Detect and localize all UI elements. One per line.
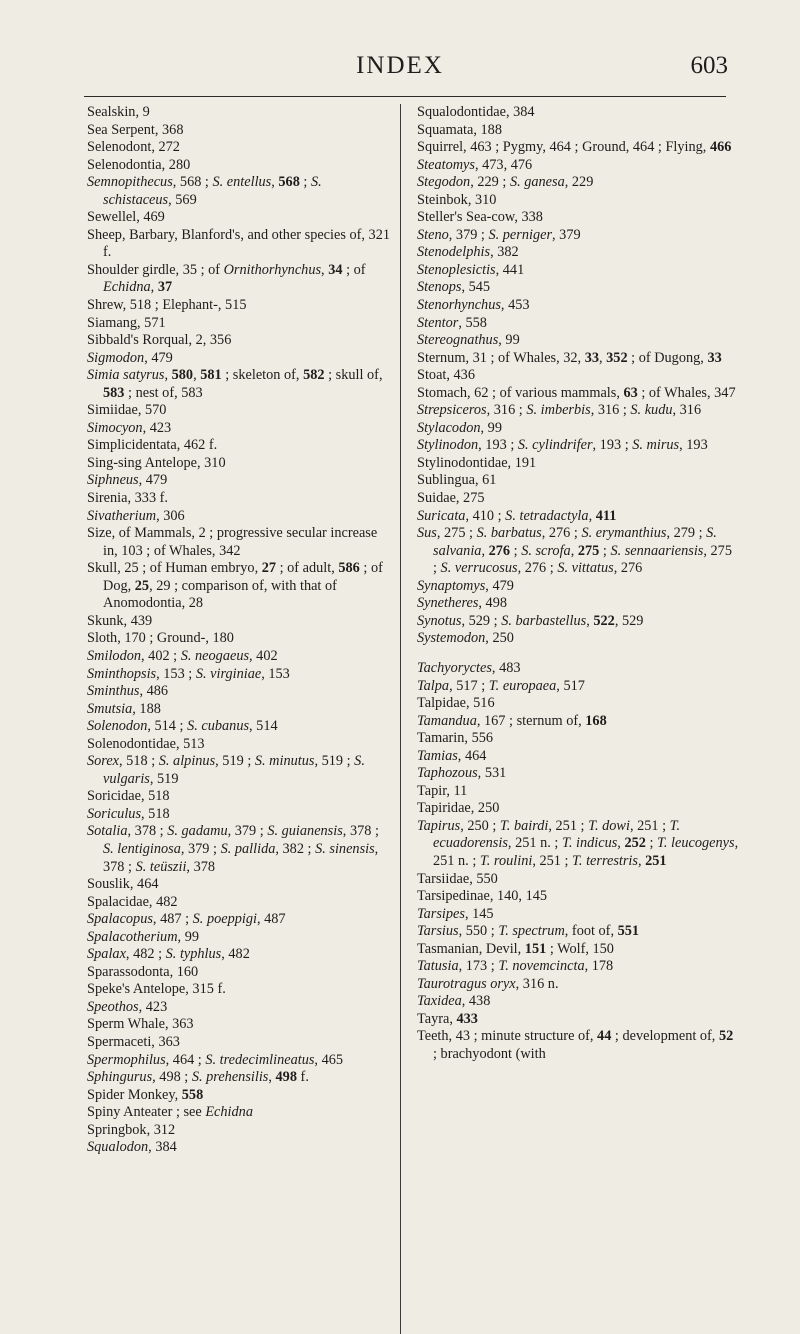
index-entry: Siphneus, 479: [87, 472, 168, 489]
index-entry: Taphozous, 531: [417, 765, 507, 782]
index-entry: Squalodon, 384: [87, 1139, 177, 1156]
index-entry: Sea Serpent, 368: [87, 121, 184, 138]
index-entry: Tamandua, 167 ; sternum of, 168: [417, 712, 607, 729]
index-entry: Simia satyrus, 580, 581 ; skeleton of, 582 ; skull of, 583 ; nest of, 583: [87, 367, 383, 401]
index-entry: Solenodon, 514 ; S. cubanus, 514: [87, 718, 278, 735]
index-entry: Sternum, 31 ; of Whales, 32, 33, 352 ; of Dugong, 33: [417, 349, 722, 366]
index-entry: Sphingurus, 498 ; S. prehensilis, 498 f.: [87, 1069, 309, 1086]
index-entry: Sealskin, 9: [87, 104, 150, 120]
index-entry: Stenops, 545: [417, 279, 491, 296]
index-entry: Synetheres, 498: [417, 595, 507, 612]
index-entry: Tachyoryctes, 483: [417, 659, 521, 676]
index-entry: Taxidea, 438: [417, 993, 491, 1010]
index-entry: Tapiridae, 250: [417, 800, 500, 817]
index-column-left: [87, 104, 392, 1157]
index-entry: Squirrel, 463 ; Pygmy, 464 ; Ground, 464 ; Flying, 466: [417, 139, 732, 156]
index-entry: Taurotragus oryx, 316 n.: [417, 975, 559, 992]
index-entry: Steatomys, 473, 476: [417, 156, 533, 173]
index-entry: Sminthus, 486: [87, 683, 169, 700]
index-entry: Tamias, 464: [417, 747, 487, 764]
index-entry: Size, of Mammals, 2 ; progressive secular increase in, 103 ; of Whales, 342: [87, 525, 378, 559]
section-gap: [417, 648, 739, 660]
index-entry: Stylinodontidae, 191: [417, 454, 537, 471]
index-entry: Soriculus, 518: [87, 805, 170, 822]
index-entry: Skull, 25 ; of Human embryo, 27 ; of adult, 586 ; of Dog, 25, 29 ; comparison of, with that of Anomodontia, 28: [87, 560, 383, 612]
index-entry: Spider Monkey, 558: [87, 1086, 204, 1103]
index-entry: Smilodon, 402 ; S. neogaeus, 402: [87, 647, 278, 664]
index-entry: Sirenia, 333 f.: [87, 490, 168, 507]
index-entry: Squamata, 188: [417, 121, 502, 138]
index-entry: Shrew, 518 ; Elephant-, 515: [87, 297, 247, 314]
index-entry: Synotus, 529 ; S. barbastellus, 522, 529: [417, 612, 644, 629]
index-entry: Sibbald's Rorqual, 2, 356: [87, 332, 232, 349]
index-entry: Sloth, 170 ; Ground-, 180: [87, 630, 234, 647]
index-entry: Tamarin, 556: [417, 730, 494, 747]
index-entry: Speothos, 423: [87, 998, 168, 1015]
index-entry: Stylinodon, 193 ; S. cylindrifer, 193 ; S. mirus, 193: [417, 437, 708, 454]
index-entry: Steller's Sea-cow, 338: [417, 209, 543, 226]
index-entry: Tarsipedinae, 140, 145: [417, 888, 548, 905]
index-entry: Stoat, 436: [417, 367, 475, 384]
index-entry: Suricata, 410 ; S. tetradactyla, 411: [417, 507, 617, 524]
page-header: [0, 52, 800, 92]
index-entry: Sing-sing Antelope, 310: [87, 454, 226, 471]
index-entry: Spalacotherium, 99: [87, 928, 199, 945]
index-entry: Tayra, 433: [417, 1010, 478, 1027]
running-title: INDEX: [356, 52, 444, 79]
index-entry: Sus, 275 ; S. barbatus, 276 ; S. erymanthius, 279 ; S. salvania, 276 ; S. scrofa, 275 ; S. sennaariensis, 275 ; S. verrucosus, 276 ; S. vittatus, 276: [417, 525, 732, 577]
index-entry: Sparassodonta, 160: [87, 963, 199, 980]
index-entry: Stomach, 62 ; of various mammals, 63 ; of Whales, 347: [417, 384, 736, 401]
index-entry: Spiny Anteater ; see Echidna: [87, 1104, 253, 1121]
index-entry: Semnopithecus, 568 ; S. entellus, 568 ; S. schistaceus, 569: [87, 174, 322, 208]
index-entry: Tapirus, 250 ; T. bairdi, 251 ; T. dowi, 251 ; T. ecuadorensis, 251 n. ; T. indicus, 252 ; T. leucogenys, 251 n. ; T. roulini, 251 ; T. terrestris, 251: [417, 817, 739, 869]
index-entry: Speke's Antelope, 315 f.: [87, 981, 226, 998]
index-entry: Stenoplesictis, 441: [417, 261, 525, 278]
index-entry: Stenodelphis, 382: [417, 244, 519, 261]
index-entry: Simocyon, 423: [87, 419, 172, 436]
index-entry: Spalax, 482 ; S. typhlus, 482: [87, 946, 250, 963]
index-entry: Squalodontidae, 384: [417, 104, 535, 120]
index-entry: Springbok, 312: [87, 1121, 176, 1138]
index-entry: Sminthopsis, 153 ; S. virginiae, 153: [87, 665, 290, 682]
index-entry: Tatusia, 173 ; T. novemcincta, 178: [417, 958, 614, 975]
index-entry: Smutsia, 188: [87, 700, 161, 717]
index-entry: Stenorhynchus, 453: [417, 297, 530, 314]
index-entry: Tapir, 11: [417, 782, 468, 799]
page-number: 603: [690, 52, 728, 79]
index-entry: Solenodontidae, 513: [87, 735, 205, 752]
index-entry: Simiidae, 570: [87, 402, 167, 419]
index-entry: Selenodontia, 280: [87, 156, 191, 173]
index-entry: Sewellel, 469: [87, 209, 165, 226]
index-entry: Selenodont, 272: [87, 139, 180, 156]
index-entry: Shoulder girdle, 35 ; of Ornithorhynchus, 34 ; of Echidna, 37: [87, 261, 366, 296]
index-entry: Sigmodon, 479: [87, 349, 173, 366]
index-entry: Sotalia, 378 ; S. gadamu, 379 ; S. guianensis, 378 ; S. lentiginosa, 379 ; S. pallida, 382 ; S. sinensis, 378 ; S. teüszii, 378: [87, 823, 379, 875]
index-column-right: [400, 104, 739, 1334]
index-entry: Teeth, 43 ; minute structure of, 44 ; development of, 52 ; brachyodont (with: [417, 1028, 734, 1062]
index-entry: Spalacopus, 487 ; S. poeppigi, 487: [87, 911, 286, 928]
index-entry: Synaptomys, 479: [417, 577, 514, 594]
index-entry: Skunk, 439: [87, 612, 153, 629]
index-entry: Tarsius, 550 ; T. spectrum, foot of, 551: [417, 923, 640, 940]
index-entry: Talpidae, 516: [417, 695, 495, 712]
index-entry: Tasmanian, Devil, 151 ; Wolf, 150: [417, 940, 614, 957]
index-entry: Siamang, 571: [87, 314, 166, 331]
index-entry: Stentor, 558: [417, 314, 487, 331]
index-entry: Sorex, 518 ; S. alpinus, 519 ; S. minutus, 519 ; S. vulgaris, 519: [87, 753, 365, 787]
index-entry: Soricidae, 518: [87, 788, 170, 805]
index-entry: Strepsiceros, 316 ; S. imberbis, 316 ; S. kudu, 316: [417, 402, 702, 419]
index-entry: Sheep, Barbary, Blanford's, and other species of, 321 f.: [87, 226, 390, 261]
index-entry: Stegodon, 229 ; S. ganesa, 229: [417, 174, 594, 191]
index-entry: Stylacodon, 99: [417, 419, 502, 436]
index-entry: Stereognathus, 99: [417, 332, 520, 349]
index-entry: Tarsipes, 145: [417, 905, 494, 922]
index-entry: Sperm Whale, 363: [87, 1016, 194, 1033]
index-entry: Sublingua, 61: [417, 472, 497, 489]
index-entry: Steinbok, 310: [417, 191, 497, 208]
index-entry: Talpa, 517 ; T. europaea, 517: [417, 677, 585, 694]
index-entry: Tarsiidae, 550: [417, 870, 498, 887]
index-entry: Sivatherium, 306: [87, 507, 185, 524]
index-entry: Spermophilus, 464 ; S. tredecimlineatus, 465: [87, 1051, 344, 1068]
header-rule: [84, 96, 726, 97]
index-entry: Steno, 379 ; S. perniger, 379: [417, 226, 581, 243]
index-entry: Suidae, 275: [417, 490, 485, 507]
index-entry: Souslik, 464: [87, 876, 159, 893]
index-entry: Systemodon, 250: [417, 630, 514, 647]
index-entry: Spermaceti, 363: [87, 1033, 180, 1050]
index-entry: Spalacidae, 482: [87, 893, 178, 910]
index-entry: Simplicidentata, 462 f.: [87, 437, 218, 454]
